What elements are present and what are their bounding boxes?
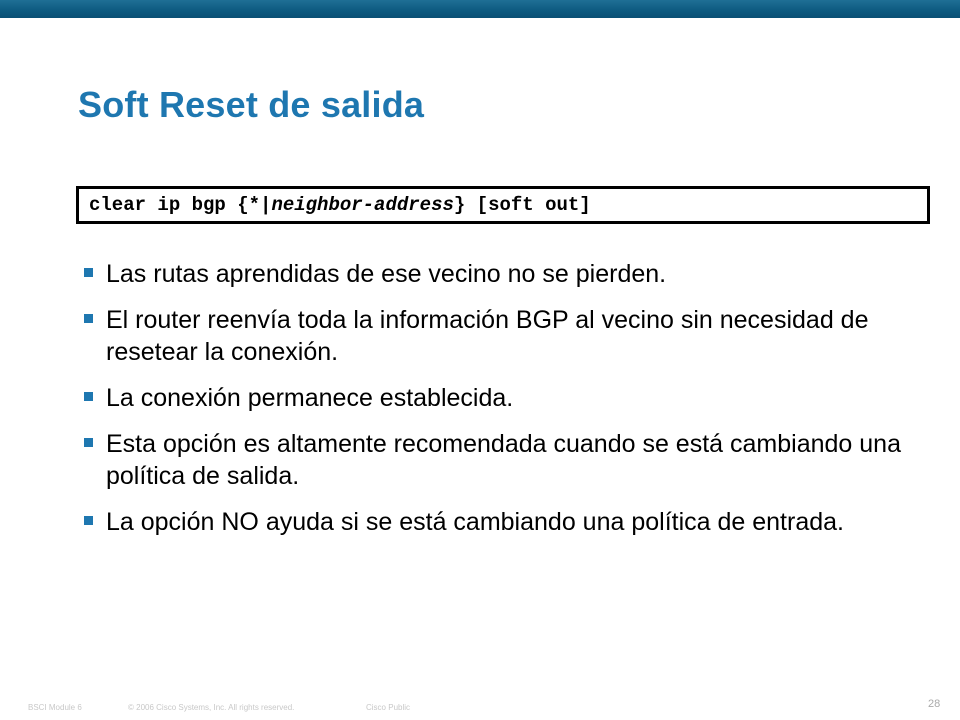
square-bullet-icon [84,314,93,323]
footer-copyright: © 2006 Cisco Systems, Inc. All rights reserved. [128,703,295,712]
page-number: 28 [928,698,941,710]
bullet-text: El router reenvía toda la información BGP al vecino sin necesidad de resetear la conexión. [106,306,869,366]
bullet-list [80,258,920,552]
command-part-2: neighbor-address [271,194,454,216]
square-bullet-icon [84,268,93,277]
bullet-item [80,382,920,414]
footer-classification: Cisco Public [366,703,411,712]
command-part-1: clear ip bgp {*| [89,194,272,216]
footer-module: BSCI Module 6 [28,703,82,712]
bullet-item [80,304,920,368]
command-syntax [89,194,591,216]
bullet-text: La conexión permanece establecida. [106,384,514,412]
square-bullet-icon [84,392,93,401]
bullet-text: Las rutas aprendidas de ese vecino no se pierden. [106,260,667,288]
bullet-text: La opción NO ayuda si se está cambiando una política de entrada. [106,508,844,536]
square-bullet-icon [84,438,93,447]
command-part-3: } [soft out] [453,194,591,216]
header-bar [0,0,960,18]
slide-title: Soft Reset de salida [78,84,425,125]
command-syntax-box [76,186,930,224]
bullet-item [80,258,920,290]
bullet-item [80,506,920,538]
bullet-text: Esta opción es altamente recomendada cuando se está cambiando una política de salida. [106,430,901,490]
square-bullet-icon [84,516,93,525]
bullet-item [80,428,920,492]
